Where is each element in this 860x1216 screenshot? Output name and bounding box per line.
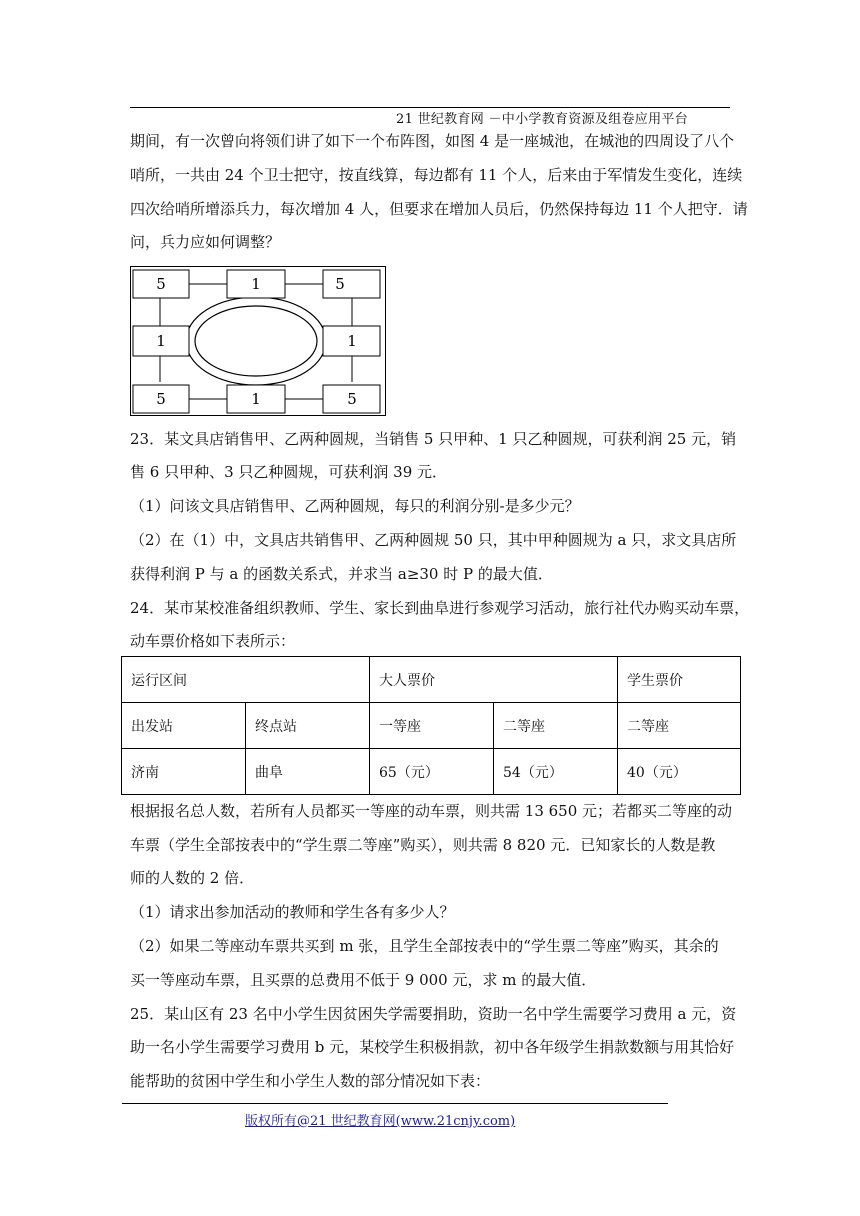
footer-rule (122, 1103, 668, 1104)
fare-table (121, 656, 741, 795)
intro-line-2: 哨所，一共由 24 个卫士把守，按直线算，每边都有 11 个人，后来由于军情发生变化，连续 (130, 166, 743, 184)
table-cell: 终点站 (246, 703, 370, 749)
table-cell: 出发站 (122, 703, 246, 749)
castle-inner-ring (195, 306, 317, 376)
q23-line-1: 23．某文具店销售甲、乙两种圆规，当销售 5 只甲种、1 只乙种圆规，可获利润 25 元，销 (130, 430, 737, 448)
table-cell: 40（元） (618, 749, 741, 795)
table-cell: 65（元） (370, 749, 494, 795)
q24-after-line-3: 师的人数的 2 倍． (130, 869, 255, 887)
q24-line-2: 动车票价格如下表所示： (130, 632, 296, 650)
q24-after-line-1: 根据报名总人数，若所有人员都买一等座的动车票，则共需 13 650 元；若都买二等座的动 (130, 802, 733, 820)
post-mid-right-count: 1 (347, 332, 357, 350)
table-header-cell: 学生票价 (618, 657, 741, 703)
intro-line-1: 期间，有一次曾向将领们讲了如下一个布阵图，如图 4 是一座城池，在城池的四周设了八个 (130, 132, 735, 150)
post-top-mid-count: 1 (251, 275, 261, 293)
q24-part-1: （1）请求出参加活动的教师和学生各有多少人？ (130, 903, 455, 921)
q25-line-2: 助一名小学生需要学习费用 b 元，某校学生积极捐款，初中各年级学生捐款数额与用其恰好 (130, 1038, 735, 1056)
post-bot-right-count: 5 (347, 390, 357, 408)
q23-part-2-line-1: （2）在（1）中，文具店共销售甲、乙两种圆规 50 只，其中甲种圆规为 a 只，求文具店所 (130, 531, 737, 549)
post-bot-mid-count: 1 (251, 390, 261, 408)
post-mid-left-count: 1 (156, 332, 166, 350)
header-title: 21 世纪教育网 －中小学教育资源及组卷应用平台 (396, 112, 689, 127)
q24-part-2-line-1: （2）如果二等座动车票共买到 m 张，且学生全部按表中的“学生票二等座”购买，其余的 (130, 937, 719, 955)
q23-part-1: （1）问该文具店销售甲、乙两种圆规，每只的利润分别-是多少元？ (130, 497, 580, 515)
q25-line-3: 能帮助的贫困中学生和小学生人数的部分情况如下表： (130, 1072, 491, 1090)
table-cell: 二等座 (494, 703, 618, 749)
table-row (122, 749, 741, 795)
table-cell: 济南 (122, 749, 246, 795)
post-bot-left-count: 5 (156, 390, 166, 408)
intro-line-3: 四次给哨所增添兵力，每次增加 4 人，但要求在增加人员后，仍然保持每边 11 个人把守．请 (130, 200, 748, 218)
footer-copyright-link[interactable]: 版权所有@21 世纪教育网(www.21cnjy.com) (245, 1114, 516, 1129)
q24-after-line-2: 车票（学生全部按表中的“学生票二等座”购买），则共需 8 820 元．已知家长的人数是教 (130, 836, 716, 854)
table-row (122, 657, 741, 703)
q24-part-2-line-2: 买一等座动车票，且买票的总费用不低于 9 000 元，求 m 的最大值． (130, 971, 597, 989)
intro-line-4: 问，兵力应如何调整？ (130, 233, 281, 251)
post-top-right (323, 270, 380, 298)
table-row (122, 703, 741, 749)
post-top-left-count: 5 (156, 275, 166, 293)
castle-outer-ring (186, 297, 326, 385)
post-top-right-count: 5 (335, 275, 345, 293)
table-cell: 54（元） (494, 749, 618, 795)
table-header-cell: 运行区间 (122, 657, 370, 703)
q24-line-1: 24．某市某校准备组织教师、学生、家长到曲阜进行参观学习活动，旅行社代办购买动车票， (130, 599, 750, 617)
q25-line-1: 25．某山区有 23 名中小学生因贫困失学需要捐助，资助一名中学生需要学习费用 a 元，资 (130, 1005, 737, 1023)
city-formation-figure (130, 266, 386, 420)
q23-part-2-line-2: 获得利润 P 与 a 的函数关系式，并求当 a≥30 时 P 的最大值． (130, 565, 553, 583)
q23-line-2: 售 6 只甲种、3 只乙种圆规，可获利润 39 元． (130, 463, 448, 481)
table-cell: 曲阜 (246, 749, 370, 795)
table-cell: 一等座 (370, 703, 494, 749)
table-cell: 二等座 (618, 703, 741, 749)
table-header-cell: 大人票价 (370, 657, 618, 703)
